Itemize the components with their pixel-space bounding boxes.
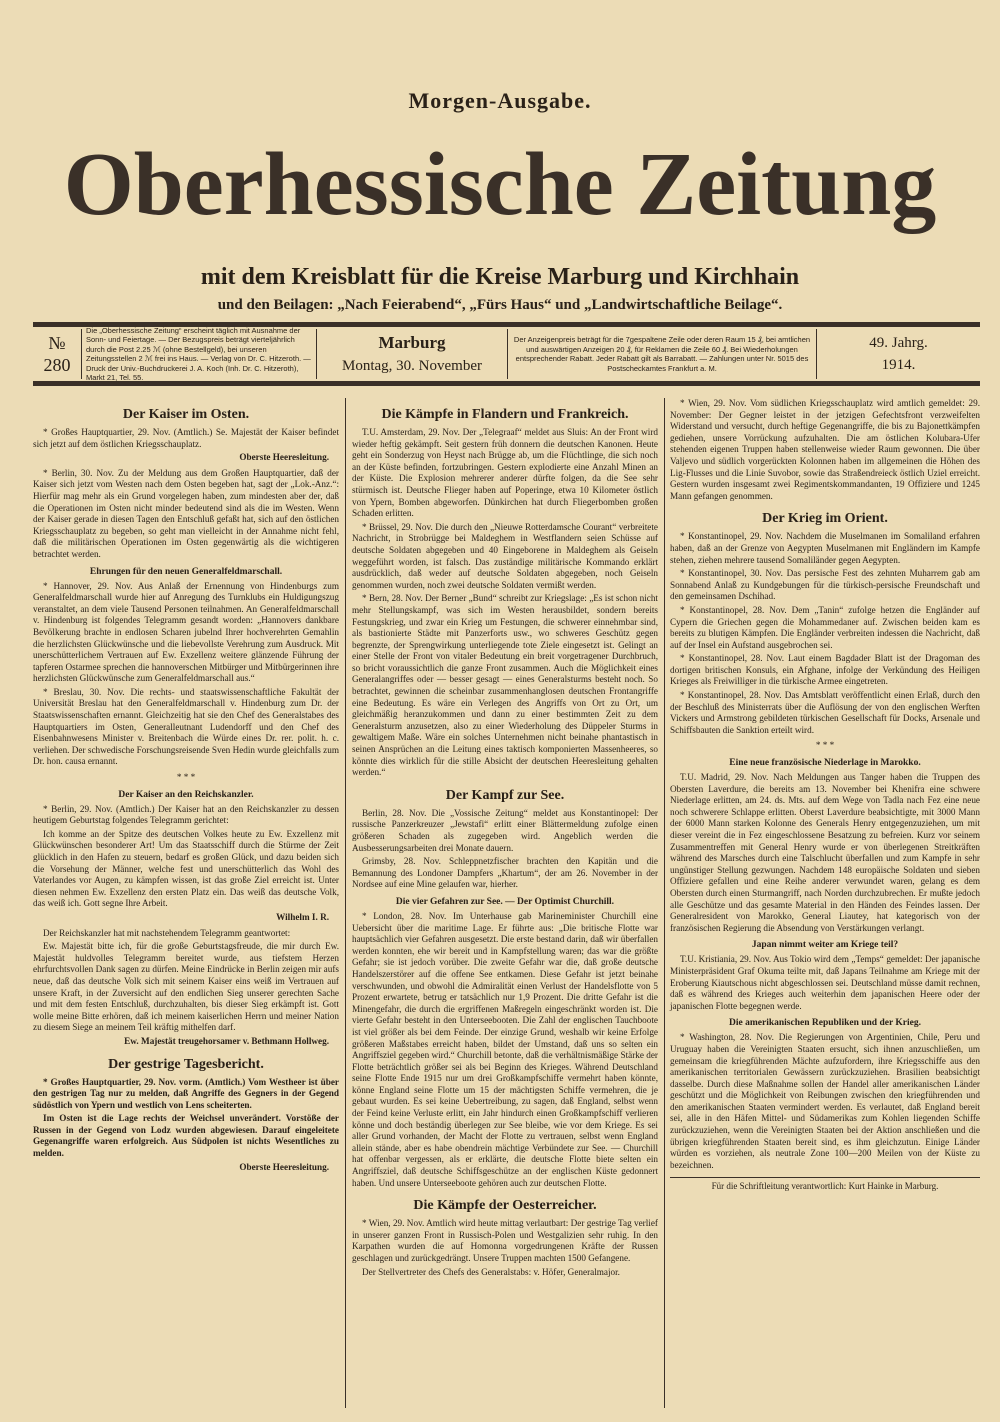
- year: 1914.: [881, 357, 916, 373]
- column-divider: [664, 398, 665, 1408]
- volume: 49. Jahrg.: [869, 335, 928, 351]
- article-paragraph: * London, 28. Nov. Im Unterhause gab Marineminister Churchill eine Uebersicht über die maritime Lage. Er führte aus: „Die britische Flotte war hauptsächlich vier Gefahren ausgesetzt. Die erste bestand darin, daß wir überfallen werden konnten, ehe wir bereit und in Kampfstellung waren; das war die größte Gefahr; sie ist jedoch vorüber. Die zweite Gefahr war die, daß große deutsche Handelszerstörer auf die offene See entkamen. Diese Gefahr ist jetzt beinahe verschwunden, und obwohl die Admiralität einen Verlust der Handelsflotte von 5 Prozent erwartete, betrug er tatsächlich nur 1,9 Prozent. Die dritte Gefahr ist die Minengefahr, die durch die ergriffenen Maßregeln eingeschränkt worden ist. Die vierte Gefahr besteht in den Unterseebooten. Die Zahl der englischen Tauchboote ist viel größer als bei dem Feinde. Der einzige Grund, weshalb wir keine Erfolge größeren Maßstabes erreicht haben, bildet der Umstand, daß uns so selten ein Angriffsziel gegeben wird.“ Churchill betonte, daß die verhältnismäßige Stärke der Flotte beträchtlich größer sei als bei Beginn des Krieges. Während Deutschland seine Flotte Ende 1915 nur um drei Großkampfschiffe vermehrt haben könnte, könne England seine Flotte um 15 der mächtigsten Schiffe vermehren, die je gebaut wurden. Es sei keine Uebertreibung, zu sagen, daß England, selbst wenn der Feind keine Verluste erlitt, ein Jahr hindurch einen Großkampfschiff verlieren könne und doch beständig überlegen zur See bleibe, wie vor dem Kriege. Es sei aller Grund vorhanden, der Macht der Flotte zu vertrauen, selbst wenn England allein stände, aber es habe obendrein mächtige Verbündete zur See. — Churchill hat offenbar vergessen, als er erklärte, die deutsche Flotte biete selten ein Angriffsziel, daß deutsche Schiffsgeschütze an der englischen Küste gedonnert haben. Und unsere Unterseeboote gehören auch zur deutschen Flotte.: [352, 910, 658, 1188]
- dateline: [317, 333, 507, 375]
- editor-credit: Für die Schriftleitung verantwortlich: Kurt Hainke in Marburg.: [670, 1177, 980, 1193]
- supplements-line: und den Beilagen: „Nach Feierabend“, „Fürs Haus“ und „Landwirtschaftliche Beilage“.: [217, 297, 783, 313]
- signature: Ew. Majestät treugehorsamer v. Bethmann Hollweg.: [124, 1035, 329, 1046]
- subheadline: Eine neue französische Niederlage in Marokko.: [729, 758, 921, 769]
- headline: Der Krieg im Orient.: [762, 511, 888, 527]
- article-paragraph: * Großes Hauptquartier, 29. Nov. vorm. (Amtlich.) Vom Westheer ist über den gestrigen Tag nur zu melden, daß Angriffe des Gegners in der Gegend südöstlich von Ypern und westlich von Lens scheiterten.: [33, 1076, 339, 1110]
- article-paragraph: * Berlin, 29. Nov. (Amtlich.) Der Kaiser hat an den Reichskanzler zu dessen heutigem Geburtstag folgendes Telegramm gerichtet:: [33, 803, 339, 826]
- city: Marburg: [378, 333, 446, 352]
- article-paragraph: * Konstantinopel, 29. Nov. Nachdem die Muselmanen im Somaliland erfahren haben, daß an der Grenze von Aegypten Muselmanen mit Engländern im Kampfe stehen, ziehen mehrere tausend Somaliländer gegen Aegypten.: [670, 531, 980, 565]
- info-strip: [33, 322, 980, 386]
- article-paragraph: * Konstantinopel, 28. Nov. Dem „Tanin“ zufolge hetzen die Engländer auf Cypern die Griechen gegen die Mohammedaner auf. Zwischen beiden kam es bereits zu blutigen Kämpfen. Die Engländer verbreiten indessen die Nachricht, daß auf der Insel ein Aufstand ausgebrochen sei.: [670, 604, 980, 650]
- article-paragraph: * Breslau, 30. Nov. Die rechts- und staatswissenschaftliche Fakultät der Universität Breslau hat den Generalfeldmarschall v. Hindenburg zum Dr. der Staatswissenschaften ernannt. Gleichzeitig hat sie den Chef des Generalstabes des Hauptquartiers im Osten, Generalleutnant Ludendorff und den Chef des Eisenbahnwesens Minister v. Breitenbach die Würde eines Dr. rer. polit. h. c. verliehen. Der schwedische Forschungsreisende Sven Hedin wurde gleichfalls zum Dr. hon. causa ernannt.: [33, 686, 339, 767]
- article-paragraph: * Brüssel, 29. Nov. Die durch den „Nieuwe Rotterdamsche Courant“ verbreitete Nachricht, in Strobrügge bei Maldeghem in Westflandern seien Schüsse auf deutsche Soldaten abgegeben und 40 Eingeborene in Maldeghem als Geiseln weggeführt worden, ist falsch. Das zuständige militärische Kommando erklärt ausdrücklich, daß weder auf deutsche Soldaten abgegeben, noch Geiseln genommen wurden, noch zwei deutsche Soldaten vermißt werden.: [352, 521, 658, 590]
- article-paragraph: Grimsby, 28. Nov. Schleppnetzfischer brachten den Kapitän und die Bemannung des Londoner Dampfers „Khartum“, der am 26. November in der Nordsee auf eine Mine gelaufen war, hierher.: [352, 856, 658, 890]
- article-paragraph: * Berlin, 30. Nov. Zu der Meldung aus dem Großen Hauptquartier, daß der Kaiser sich jetzt vom Westen nach dem Osten begeben hat, sagt der „Lok.-Anz.“: Hierfür mag mehr als ein Grund vorgelegen haben, zum mindesten aber der, daß die Operationen im Osten nicht minder bedeutend sind als die im Westen. Wenn der Kaiser gerade in diesen Tagen den Entschluß gefaßt hat, sich auf den östlichen Kriegsschauplatz zu begeben, so geht man vielleicht in der Annahme nicht fehl, daß die militärischen Operationen im Osten gegenwärtig als die wichtigeren betrachtet werden.: [33, 467, 339, 559]
- subheadline: Die amerikanischen Republiken und der Krieg.: [729, 1018, 921, 1029]
- article-paragraph: * Konstantinopel, 28. Nov. Das Amtsblatt veröffentlicht einen Erlaß, durch den der Beschluß des Ministerrats über die Auflösung der von den englischen Werften Vickers und Armstrong gebildeten türkischen Gesellschaft für Docks, Arsenale und Schiffsbauten die Sanktion erteilt wird.: [670, 690, 980, 735]
- article-paragraph: Der Stellvertreter des Chefs des Generalstabs: v. Höfer, Generalmajor.: [362, 1266, 620, 1277]
- subheadline: Ehrungen für den neuen Generalfeldmarschall.: [89, 566, 283, 577]
- column-1: [33, 398, 339, 1177]
- article-paragraph: Im Osten ist die Lage rechts der Weichsel unverändert. Vorstöße der Russen in der Gegend von Lodz wurden abgewiesen. Darauf eingeleitete Gegenangriffe waren erfolgreich. Aus Südpolen ist nichts Wesentliches zu melden.: [33, 1113, 339, 1159]
- subheadline: Japan nimmt weiter am Kriege teil?: [751, 940, 899, 951]
- article-paragraph: * Wien, 29. Nov. Amtlich wird heute mittag verlautbart: Der gestrige Tag verlief in unserer ganzen Front in Russisch-Polen und Westgalizien sehr ruhig. In den Karpathen wurden die auf Homonna vorgedrungenen Kräfte der Russen geschlagen und zurückgedrängt. Unsere Truppen machten 1500 Gefangene.: [352, 1218, 658, 1263]
- article-paragraph: * Konstantinopel, 28. Nov. Laut einem Bagdader Blatt ist der Dragoman des dortigen britischen Konsuls, ein Afghane, infolge der Verkündung des Heiligen Krieges als Freiwilliger in die türkische Armee eingetreten.: [670, 653, 980, 687]
- headline: Die Kämpfe in Flandern und Frankreich.: [381, 407, 629, 422]
- date: Montag, 30. November: [342, 358, 482, 374]
- headline: Der Kampf zur See.: [445, 787, 565, 803]
- article-paragraph: * Hannover, 29. Nov. Aus Anlaß der Ernennung von Hindenburgs zum Generalfeldmarschall wurde hier auf Anregung des Turnklubs ein Huldigungszug veranstaltet, an dem viele Tausend Personen teilnahmen. An Generalfeldmarschall v. Hindenburg ist folgendes Telegramm gesandt worden: „Hannovers dankbare Bevölkerung brachte in endlosen Scharen jubelnd Ihrer hochverehrten Gemahlin die herzlichsten Glückwünsche und die liebevollste Verehrung zum Ausdruck. Mit unerschütterlichem Vertrauen auf Ew. Exzellenz weitere glänzende Führung der tapferen Ostarmee sprechen die hannoverschen Mitbürger und Mitbürgerinnen ihre herzlichsten Glückwünsche zum Generalfeldmarschall aus.“: [33, 580, 339, 684]
- column-divider: [345, 398, 346, 1408]
- column-2: [352, 398, 658, 1280]
- article-paragraph: Der Reichskanzler hat mit nachstehendem Telegramm geantwortet:: [43, 927, 291, 938]
- article-paragraph: T.U. Kristiania, 29. Nov. Aus Tokio wird dem „Temps“ gemeldet: Der japanische Ministerpräsident Graf Okuma teilte mit, daß Japans Teilnahme am Kriege mit der Eroberung Kiautschous nicht abgeschlossen sei. Deutschland müsse damit rechnen, daß es während des Krieges auch weiterhin dem japanischen Heere oder der japanischen Flotte begegnen werde.: [670, 954, 980, 1011]
- article-paragraph: * Washington, 28. Nov. Die Regierungen von Argentinien, Chile, Peru und Uruguay haben die Vereinigten Staaten ersucht, sich ihnen anzuschließen, um gemeinsam die kriegführenden Mächte aufzufordern, ihre Kriegsschiffe aus den amerikanischen territorialen Gewässern zurückzuziehen. Brasilien beabsichtigt dasselbe. Durch diese Maßnahme sollen der Handel aller amerikanischen Länder geschützt und die Möglichkeit von Reibungen zwischen den kriegführenden und den amerikanischen Staaten vermindert werden. Es verlautet, daß England bereit sei, alle in den Häfen Mittel- und Südamerikas zum Kohlen liegenden Schiffe zurückzuziehen, wenn die Vereinigten Staaten bei der Aktion anschließen und die übrigen kriegführenden Staaten bereit sind, es ihm gleichzutun. Einige Länder würden es vorziehen, als neutrale Zone 100—200 Meilen von der Küste zu bezeichnen.: [670, 1032, 980, 1170]
- headline: Der Kaiser im Osten.: [122, 407, 250, 422]
- signature: Wilhelm I. R.: [276, 911, 329, 922]
- article-paragraph: Berlin, 28. Nov. Die „Vossische Zeitung“ meldet aus Konstantinopel: Der russische Panzerkreuzer „Jewstafi“ erlitt einer Blättermeldung zufolge einen größeren Schaden als zugegeben wird. Angeblich werden die Ausbesserungsarbeiten drei Monate dauern.: [352, 807, 658, 853]
- article-paragraph: Ew. Majestät bitte ich, für die große Geburtstagsfreude, die mir durch Ew. Majestät huldvolles Telegramm bereitet wurde, aus tiefstem Herzen ehrfurchtsvollen Dank sagen zu dürfen. Meine Eindrücke in Berlin zeigen mir aufs neue, daß das deutsche Volk sich mit seinem Kaiser eins weiß im Vertrauen auf unsere Kraft, in der Zuversicht auf den endlichen Sieg unserer gerechten Sache und mit dem festen Entschluß, durchzuhalten, bis dieser Sieg erkämpft ist. Gott wolle meine Bitte erhören, daß ich meinem kaiserlichen Herrn und meiner Nation zu diesem Siege an meinem Teil kräftig mithelfen darf.: [33, 941, 339, 1033]
- subscription-info: Die „Oberhessische Zeitung“ erscheint täglich mit Ausnahme der Sonn- und Feiertage. — Der Bezugspreis beträgt vierteljährlich durch die Post 2.25 ℳ (ohne Bestellgeld), bei unseren Zeitungsstellen 2 ℳ frei ins Haus. — Verlag von Dr. C. Hitzeroth. — Druck der Univ.-Buchdruckerei J. A. Koch (Inh. Dr. C. Hitzeroth), Markt 21, Tel. 55.: [81, 329, 317, 379]
- article-paragraph: T.U. Amsterdam, 29. Nov. Der „Telegraaf“ meldet aus Sluis: An der Front wird wieder heftig gekämpft. Seit gestern früh donnern die deutschen Kanonen. Heute geht ein Sonderzug von Heyst nach Brügge ab, um die Flüchtlinge, die sich noch an der Küste befinden, fortzubringen. Gestern explodierte eine Anzahl Minen an der Küste. Die Explosion mehrerer anderer dürfte folgen, da die See sehr stürmisch ist. Deutsche Flieger haben auf Poperinge, etwa 10 Kilometer östlich von Ypern, Bomben abgeworfen. Dünkirchen hat durch Fliegerbomben großen Schaden erlitten.: [352, 427, 658, 519]
- section-separator: * * *: [815, 740, 835, 751]
- issue-number: № 280: [43, 333, 71, 375]
- ad-pricing-info: Der Anzeigenpreis beträgt für die 7gespaltene Zeile oder deren Raum 15 ₰, bei amtlichen und auswärtigen Anzeigen 20 ₰, für Reklamen die Zeile 60 ₰. Bei Wiederholungen entsprechender Rabatt. Jeder Rabatt gilt als Barrabatt. — Zahlungen unter Nr. 5015 des Postscheckamtes Frankfurt a. M.: [507, 329, 817, 379]
- article-paragraph: * Großes Hauptquartier, 29. Nov. (Amtlich.) Se. Majestät der Kaiser befindet sich jetzt auf dem östlichen Kriegsschauplatz.: [33, 427, 339, 449]
- column-3: [670, 398, 980, 1193]
- article-paragraph: T.U. Madrid, 29. Nov. Nach Meldungen aus Tanger haben die Truppen des Obersten Laverdure, die bereits am 13. November bei Khenifra eine schwere Niederlage erlitten, am 24. ds. Mts. auf dem Wege von Tadla nach Fez eine neue noch schwerere Schlappe erlitten. Oberst Laverdure beabsichtigte, mit 3000 Mann der 6000 Mann starken Kolonne des Generals Henry entgegenzuziehen, um mit dieser vereint die in Fez eingeschlossene Besatzung zu befreien. Kurz vor seinem Zusammentreffen mit General Henry wurde er von überlegenen Streitkräften während des Marsches durch eine Talschlucht überfallen und zum Kampfe in sehr ungünstiger Stellung gezwungen. Nachdem 148 europäische Soldaten und sieben Offiziere gefallen und eine Reihe anderer verwundet waren, gelang es dem Obersten durch einen Sturmangriff, nach Norden durchzubrechen. Er mußte jedoch alle Geschütze und das gesamte Material in den Händen des Feindes lassen. Der Generalresident von Marokko, General Liautey, hat kategorisch von der französischen Regierung die Absendung von Verstärkungen verlangt.: [670, 772, 980, 933]
- article-paragraph: * Bern, 28. Nov. Der Berner „Bund“ schreibt zur Kriegslage: „Es ist schon nicht mehr Stellungskampf, was sich im Westen herausbildet, sondern bereits Festungskrieg, und zwar ein Krieg um Festungen, die schwerer einnehmbar sind, als bastionierte Städte mit Panzerforts usw., wo schweres Geschütz gegen begrenzte, der Sprengwirkung unterliegende tote Ziele eingesetzt ist. Gelingt an einer Stelle der Front von vitaler Bedeutung ein breit vorgetragener Durchbruch, so bricht voraussichtlich die ganze Front zusammen. Auch die Möglichkeit eines Generalangriffes oder — besser gesagt — eines Generalsturms besteht noch. So betrachtet, gewinnen die scheinbar zusammenhanglosen deutschen Frontangriffe eine Bedeutung. Es wäre ein Verlegen des Angriffs von Ort zu Ort, um gleichmäßig heranzukommen und dann zu einer bestimmten Zeit zu dem Generalsturm anzusetzen, also zu einer Wiederholung des Düppeler Sturms in gewaltigem Maße. Wäre ein solches Unternehmen nicht beinahe phantastisch in seinen Ansprüchen an die Leitung eines taktisch komponierten Massenheeres, so könnte dies wirklich für die stille Absicht der deutschen Heeresleitung gehalten werden.“: [352, 593, 658, 778]
- newspaper-subtitle: mit dem Kreisblatt für die Kreise Marburg und Kirchhain: [200, 264, 800, 290]
- subheadline: Der Kaiser an den Reichskanzler.: [118, 789, 254, 800]
- newspaper-title: Oberhessische Zeitung: [63, 135, 937, 234]
- subheadline: Die vier Gefahren zur See. — Der Optimist Churchill.: [395, 896, 615, 907]
- edition-label: Morgen-Ausgabe.: [408, 88, 592, 113]
- article-paragraph: * Wien, 29. Nov. Vom südlichen Kriegsschauplatz wird amtlich gemeldet: 29. November: Der Gegner leistet in der jetzigen Gefechtsfront verzweifelten Widerstand und versucht, durch heftige Gegenangriffe, die bis zu Bajonettkämpfen gediehen, unsere Vorrückung aufzuhalten. Die am östlichen Kolubara-Ufer stehenden eigenen Truppen haben stellenweise wieder Raum gewonnen. Die über Valjevo und südlich vorgerückten Kolonnen haben im allgemeinen die Höhen des Lig-Flusses und die Linie Suvobor, sowie das Straßendreieck östlich Uziel erreicht. Gestern wurden insgesamt zwei Regimentskommandanten, 19 Offiziere und 1245 Mann gefangen genommen.: [670, 398, 980, 501]
- signature: Oberste Heeresleitung.: [239, 1161, 329, 1172]
- headline: Der gestrige Tagesbericht.: [108, 1056, 264, 1072]
- volume-year: [817, 332, 980, 376]
- headline: Die Kämpfe der Oesterreicher.: [413, 1198, 597, 1214]
- section-separator: * * *: [176, 772, 196, 783]
- signature: Oberste Heeresleitung.: [239, 452, 329, 463]
- article-paragraph: * Konstantinopel, 30. Nov. Das persische Fest des zehnten Muharrem gab am Sonnabend Anlaß zu Kundgebungen für die türkisch-persische Freundschaft und den gemeinsamen Dschihad.: [670, 568, 980, 602]
- article-paragraph: Ich komme an der Spitze des deutschen Volkes heute zu Ew. Exzellenz mit Glückwünschen besonderer Art! Um das Staatsschiff durch die Stürme der Zeit glücklich in den Hafen zu steuern, bedarf es großen Glück, und dazu beiden sich die Vorsehung der Männer, welche fest und unerschütterlich das Wohl des Vaterlandes vor Augen, zu kämpfen wissen, ist das große Ziel erreicht ist. Unter diesen nehmen Ew. Exzellenz den ersten Platz ein. Das weiß das deutsche Volk, das weiß ich. Gott segne Ihre Arbeit.: [33, 828, 339, 909]
